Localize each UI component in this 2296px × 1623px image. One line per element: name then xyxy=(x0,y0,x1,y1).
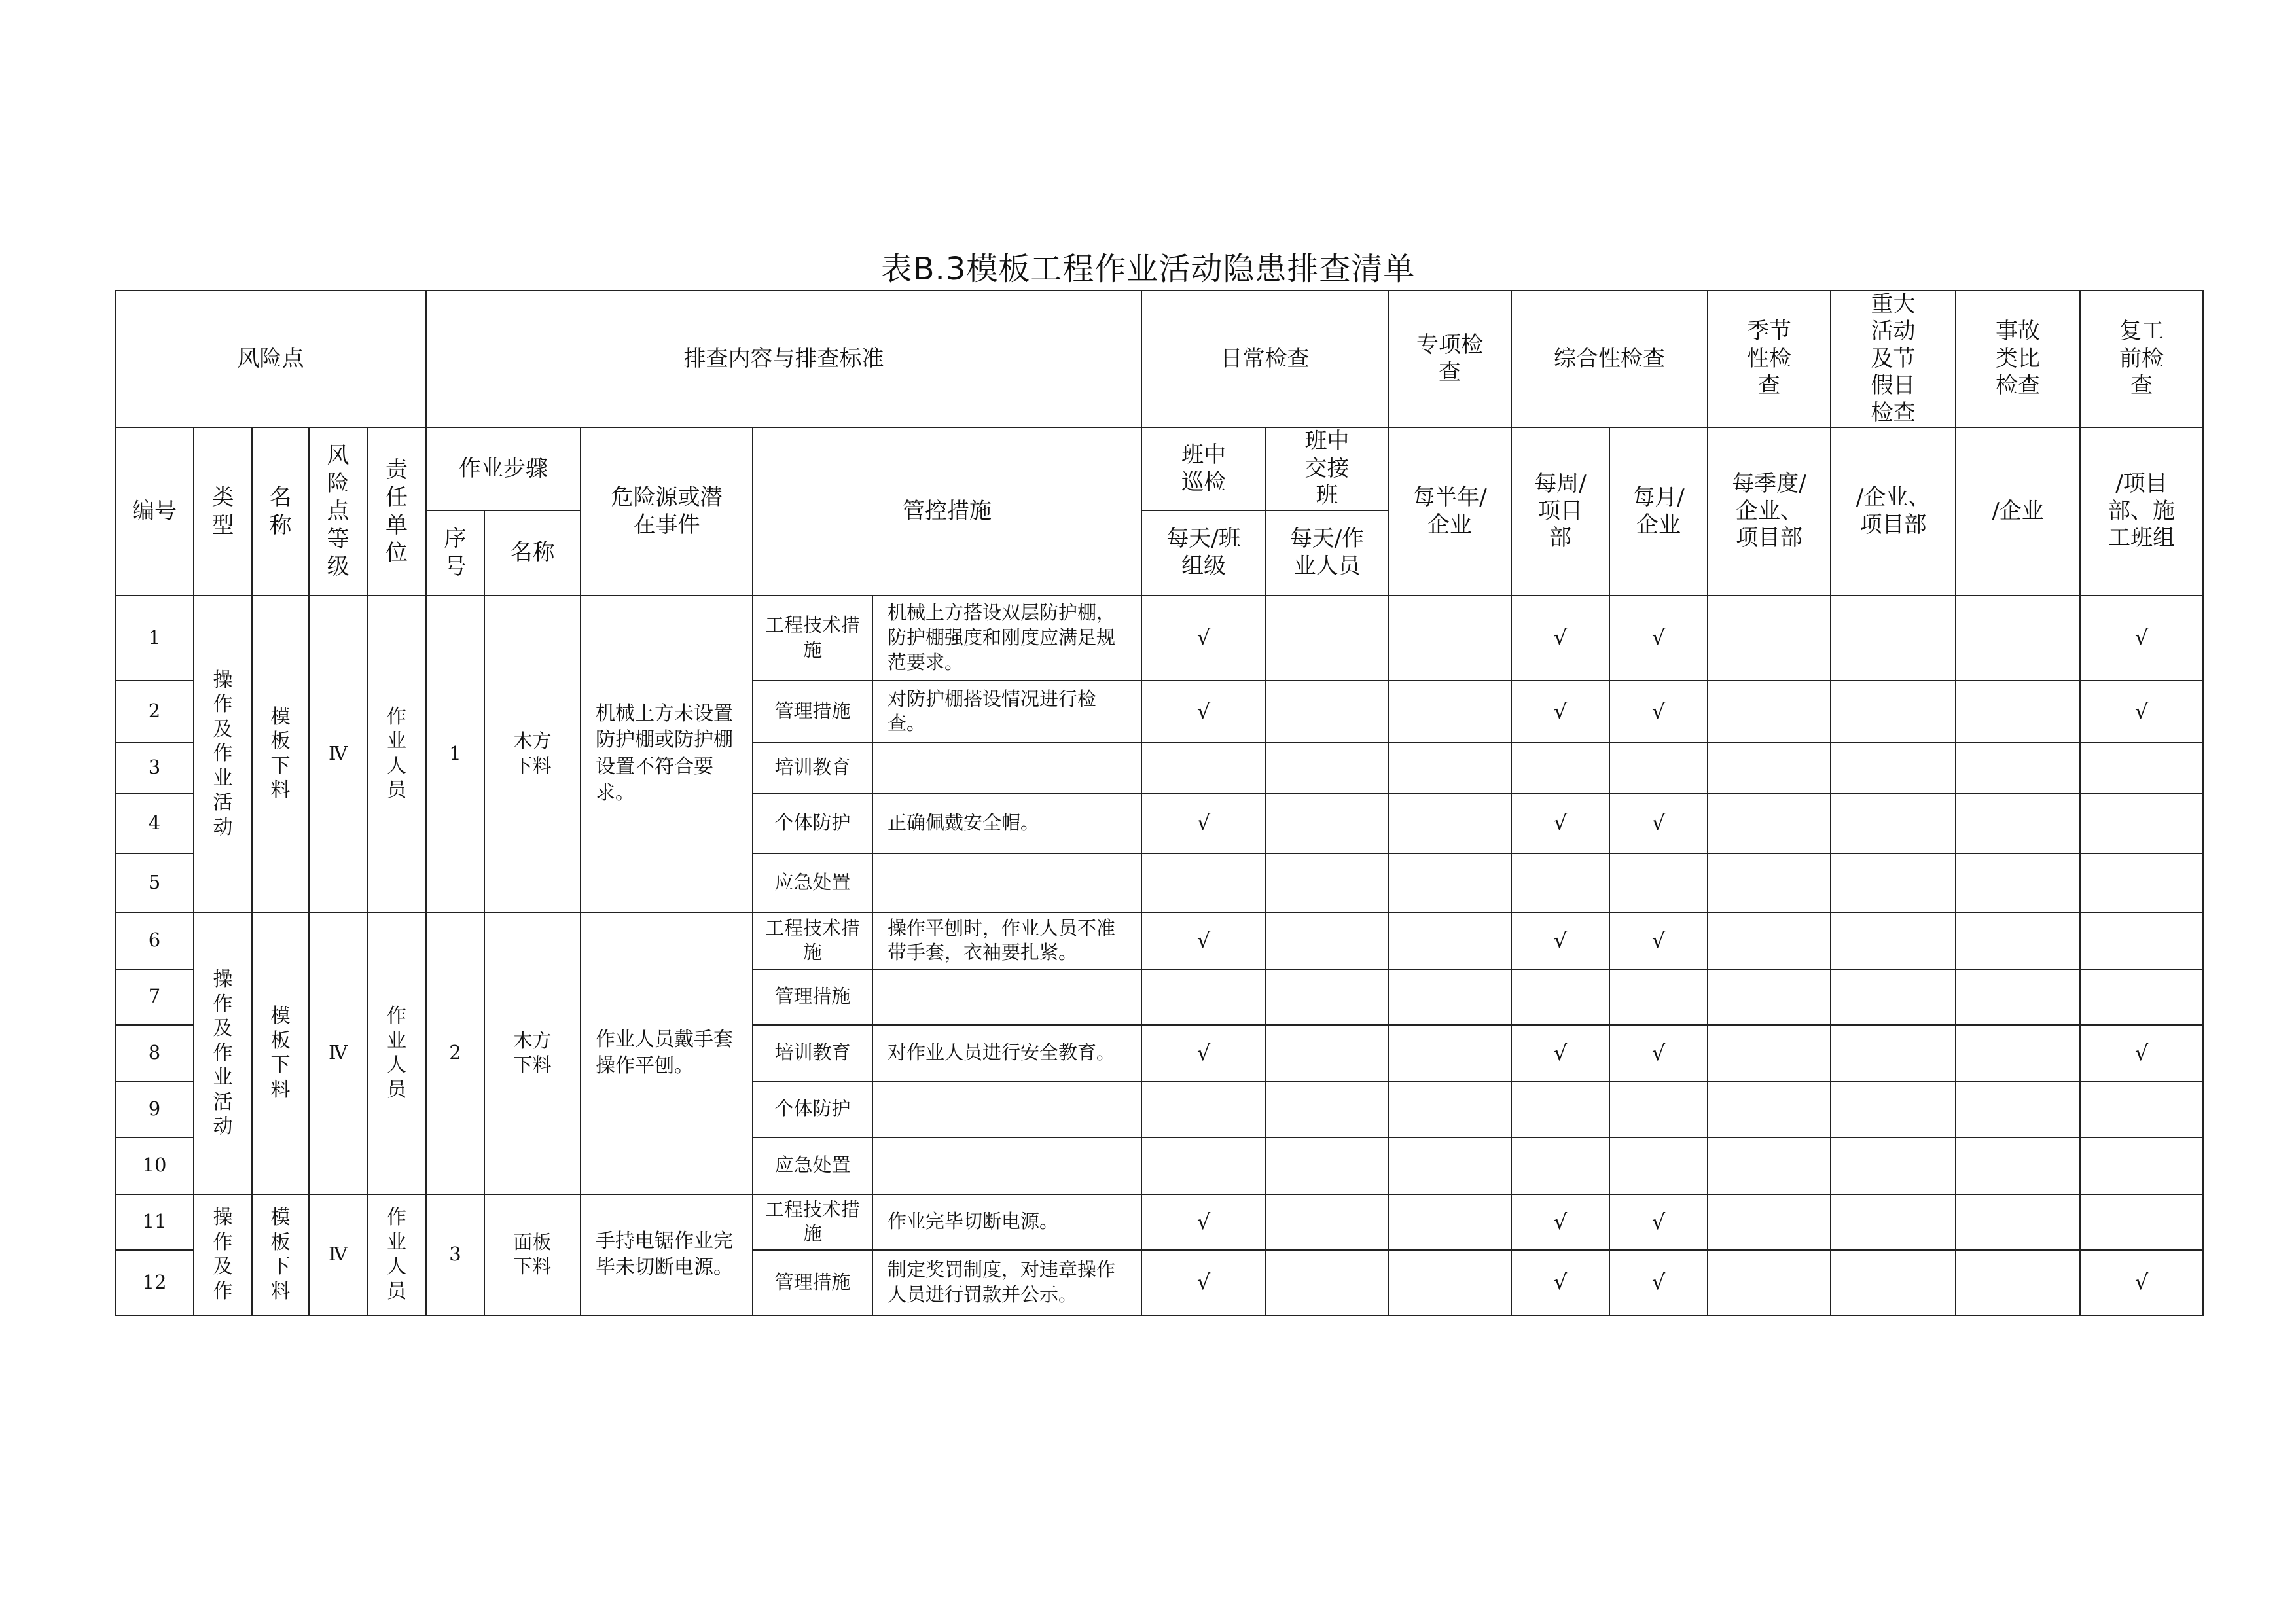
check-cell xyxy=(1708,969,1831,1025)
group-name: 模板下料 xyxy=(252,1194,309,1315)
check-cell xyxy=(1956,912,2080,969)
check-mark-icon: √ xyxy=(1196,1270,1211,1295)
table-row xyxy=(115,1194,2203,1250)
check-cell xyxy=(2080,1194,2203,1250)
check-cell xyxy=(1388,1194,1511,1250)
check-mark-icon: √ xyxy=(1651,1040,1666,1065)
check-mark-icon: √ xyxy=(2134,625,2149,651)
measure-description: 机械上方搭设双层防护棚，防护棚强度和刚度应满足规范要求。 xyxy=(872,596,1141,681)
check-cell xyxy=(1141,1137,1266,1194)
check-mark-icon: √ xyxy=(1553,810,1568,836)
check-cell xyxy=(1708,1250,1831,1315)
resumption-check-header: 复工前检查 xyxy=(2080,291,2203,427)
measure-category: 应急处置 xyxy=(753,853,872,912)
group-hazard: 机械上方未设置防护棚或防护棚设置不符合要求。 xyxy=(581,596,753,912)
group-unit: 作业人员 xyxy=(367,596,426,912)
check-cell xyxy=(1141,1194,1266,1250)
check-mark-icon: √ xyxy=(1196,1040,1211,1065)
check-cell xyxy=(1266,793,1388,853)
row-number: 7 xyxy=(115,969,194,1025)
work-steps-header: 作业步骤 xyxy=(426,427,581,510)
check-cell xyxy=(1388,1082,1511,1137)
check-cell xyxy=(1388,793,1511,853)
check-cell xyxy=(1708,1025,1831,1082)
check-cell xyxy=(2080,1025,2203,1082)
row-number: 8 xyxy=(115,1025,194,1082)
check-cell xyxy=(1609,1194,1708,1250)
check-cell xyxy=(1141,1082,1266,1137)
group-name: 模板下料 xyxy=(252,912,309,1194)
check-cell xyxy=(1831,912,1956,969)
check-mark-icon: √ xyxy=(1196,625,1211,651)
measure-description: 对作业人员进行安全教育。 xyxy=(872,1025,1141,1082)
measure-category: 培训教育 xyxy=(753,743,872,793)
type-header: 类型 xyxy=(194,427,252,595)
measure-description xyxy=(872,853,1141,912)
holiday-check-header: 重大活动及节假日检查 xyxy=(1831,291,1956,427)
check-cell xyxy=(1708,1194,1831,1250)
check-mark-icon: √ xyxy=(1651,698,1666,724)
measure-category: 管理措施 xyxy=(753,681,872,743)
step-name-header: 名称 xyxy=(484,510,581,596)
check-mark-icon: √ xyxy=(1196,927,1211,953)
check-mark-icon: √ xyxy=(1196,1209,1211,1234)
check-cell xyxy=(1388,969,1511,1025)
check-mark-icon: √ xyxy=(1651,625,1666,651)
check-cell xyxy=(1266,1194,1388,1250)
check-mark-icon: √ xyxy=(2134,698,2149,724)
page-title: 表B.3模板工程作业活动隐患排查清单 xyxy=(880,251,1416,287)
check-cell xyxy=(1141,681,1266,743)
check-cell xyxy=(1511,743,1609,793)
measure-category: 工程技术措施 xyxy=(753,596,872,681)
check-mark-icon: √ xyxy=(1553,927,1568,953)
check-cell xyxy=(1266,853,1388,912)
check-cell xyxy=(1956,681,2080,743)
check-mark-icon: √ xyxy=(1651,1209,1666,1234)
row-number: 3 xyxy=(115,743,194,793)
check-cell xyxy=(1388,1250,1511,1315)
risk-level-header: 风险点等级 xyxy=(309,427,367,595)
check-cell xyxy=(1831,969,1956,1025)
check-mark-icon: √ xyxy=(1196,810,1211,836)
comprehensive-check-header: 综合性检查 xyxy=(1511,291,1708,427)
check-cell xyxy=(1956,1250,2080,1315)
measure-description: 制定奖罚制度，对违章操作人员进行罚款并公示。 xyxy=(872,1250,1141,1315)
check-cell xyxy=(1831,743,1956,793)
check-cell xyxy=(1511,1194,1609,1250)
shift-handover-header: 班中交接班 xyxy=(1266,427,1388,510)
check-cell xyxy=(1388,1137,1511,1194)
check-cell xyxy=(1141,596,1266,681)
group-step-name: 木方下料 xyxy=(484,912,581,1194)
group-unit: 作业人员 xyxy=(367,912,426,1194)
measure-category: 个体防护 xyxy=(753,793,872,853)
group-step-name: 木方下料 xyxy=(484,596,581,912)
check-cell xyxy=(1511,793,1609,853)
row-number: 12 xyxy=(115,1250,194,1315)
check-cell xyxy=(1708,596,1831,681)
measure-description: 操作平刨时，作业人员不准带手套，衣袖要扎紧。 xyxy=(872,912,1141,969)
measure-category: 管理措施 xyxy=(753,1250,872,1315)
group-level: Ⅳ xyxy=(309,912,367,1194)
check-mark-icon: √ xyxy=(1553,1209,1568,1234)
check-cell xyxy=(1266,912,1388,969)
table-row xyxy=(115,912,2203,969)
check-cell xyxy=(1511,1250,1609,1315)
check-cell xyxy=(1609,681,1708,743)
check-cell xyxy=(1266,1250,1388,1315)
check-mark-icon: √ xyxy=(1196,698,1211,724)
special-check-header: 专项检查 xyxy=(1388,291,1511,427)
measure-category: 培训教育 xyxy=(753,1025,872,1082)
check-mark-icon: √ xyxy=(1651,810,1666,836)
seasonal-freq: 每季度/企业、项目部 xyxy=(1708,427,1831,595)
check-cell xyxy=(1388,681,1511,743)
check-cell xyxy=(1831,793,1956,853)
seasonal-check-header: 季节性检查 xyxy=(1708,291,1831,427)
row-number: 5 xyxy=(115,853,194,912)
table-row xyxy=(115,596,2203,681)
measure-category: 管理措施 xyxy=(753,969,872,1025)
check-cell xyxy=(1141,1250,1266,1315)
group-type: 操作及作业活动 xyxy=(194,596,252,912)
check-cell xyxy=(2080,1250,2203,1315)
check-cell xyxy=(1831,596,1956,681)
group-level: Ⅳ xyxy=(309,1194,367,1315)
measure-description xyxy=(872,1082,1141,1137)
check-cell xyxy=(1388,1025,1511,1082)
group-hazard: 手持电锯作业完毕未切断电源。 xyxy=(581,1194,753,1315)
check-mark-icon: √ xyxy=(1553,625,1568,651)
group-type: 操作及作业活动 xyxy=(194,912,252,1194)
check-cell xyxy=(1956,596,2080,681)
resumption-freq: /项目部、施工班组 xyxy=(2080,427,2203,595)
check-cell xyxy=(1956,793,2080,853)
measure-description: 对防护棚搭设情况进行检查。 xyxy=(872,681,1141,743)
measure-category: 应急处置 xyxy=(753,1137,872,1194)
measure-category: 工程技术措施 xyxy=(753,912,872,969)
check-cell xyxy=(1266,596,1388,681)
check-cell xyxy=(1956,1194,2080,1250)
check-cell xyxy=(1956,853,2080,912)
check-cell xyxy=(1141,743,1266,793)
number-header: 编号 xyxy=(115,427,194,595)
shift-patrol-header: 班中巡检 xyxy=(1141,427,1266,510)
check-cell xyxy=(1141,969,1266,1025)
measure-description xyxy=(872,1137,1141,1194)
check-cell xyxy=(1511,969,1609,1025)
check-cell xyxy=(1609,1250,1708,1315)
measure-description xyxy=(872,969,1141,1025)
check-cell xyxy=(1831,1137,1956,1194)
check-cell xyxy=(2080,912,2203,969)
group-step-no: 1 xyxy=(426,596,484,912)
check-cell xyxy=(1266,1137,1388,1194)
accident-check-header: 事故类比检查 xyxy=(1956,291,2080,427)
check-cell xyxy=(1609,853,1708,912)
measure-description: 正确佩戴安全帽。 xyxy=(872,793,1141,853)
step-seq-header: 序号 xyxy=(426,510,484,596)
check-cell xyxy=(1831,681,1956,743)
shift-handover-freq: 每天/作业人员 xyxy=(1266,510,1388,596)
check-cell xyxy=(1609,793,1708,853)
check-cell xyxy=(1388,596,1511,681)
control-measures-header: 管控措施 xyxy=(753,427,1141,595)
check-mark-icon: √ xyxy=(1553,1040,1568,1065)
check-cell xyxy=(1609,1025,1708,1082)
check-cell xyxy=(1266,681,1388,743)
hazard-header: 危险源或潜在事件 xyxy=(581,427,753,595)
check-cell xyxy=(1266,743,1388,793)
check-mark-icon: √ xyxy=(1553,1270,1568,1295)
table-body xyxy=(115,596,2203,1315)
check-cell xyxy=(1708,1082,1831,1137)
measure-description: 作业完毕切断电源。 xyxy=(872,1194,1141,1250)
group-step-no: 3 xyxy=(426,1194,484,1315)
check-cell xyxy=(2080,681,2203,743)
check-cell xyxy=(1511,1025,1609,1082)
check-cell xyxy=(1511,596,1609,681)
row-number: 9 xyxy=(115,1082,194,1137)
check-cell xyxy=(1266,969,1388,1025)
check-cell xyxy=(1511,1082,1609,1137)
measure-description xyxy=(872,743,1141,793)
group-level: Ⅳ xyxy=(309,596,367,912)
check-cell xyxy=(2080,1137,2203,1194)
check-cell xyxy=(1956,1082,2080,1137)
check-cell xyxy=(1831,853,1956,912)
check-cell xyxy=(1708,912,1831,969)
check-cell xyxy=(1956,1137,2080,1194)
check-cell xyxy=(1956,743,2080,793)
check-cell xyxy=(1511,1137,1609,1194)
risk-point-header: 风险点 xyxy=(115,291,426,427)
check-cell xyxy=(1609,1137,1708,1194)
group-step-no: 2 xyxy=(426,912,484,1194)
check-mark-icon: √ xyxy=(2134,1040,2149,1065)
name-header: 名称 xyxy=(252,427,309,595)
check-cell xyxy=(1511,853,1609,912)
check-cell xyxy=(1609,1082,1708,1137)
row-number: 11 xyxy=(115,1194,194,1250)
daily-check-header: 日常检查 xyxy=(1141,291,1388,427)
group-hazard: 作业人员戴手套操作平刨。 xyxy=(581,912,753,1194)
accident-freq: /企业 xyxy=(1956,427,2080,595)
special-freq: 每半年/企业 xyxy=(1388,427,1511,595)
check-cell xyxy=(1609,912,1708,969)
measure-category: 个体防护 xyxy=(753,1082,872,1137)
group-name: 模板下料 xyxy=(252,596,309,912)
row-number: 10 xyxy=(115,1137,194,1194)
group-type: 操作及作 xyxy=(194,1194,252,1315)
check-cell xyxy=(1708,1137,1831,1194)
row-number: 4 xyxy=(115,793,194,853)
check-cell xyxy=(1708,743,1831,793)
check-cell xyxy=(2080,793,2203,853)
check-cell xyxy=(1388,912,1511,969)
check-cell xyxy=(1609,969,1708,1025)
shift-patrol-freq: 每天/班组级 xyxy=(1141,510,1266,596)
check-cell xyxy=(1388,853,1511,912)
check-cell xyxy=(2080,743,2203,793)
check-cell xyxy=(1708,853,1831,912)
check-cell xyxy=(2080,1082,2203,1137)
measure-category: 工程技术措施 xyxy=(753,1194,872,1250)
monthly-freq: 每月/企业 xyxy=(1609,427,1708,595)
check-cell xyxy=(2080,853,2203,912)
check-mark-icon: √ xyxy=(2134,1270,2149,1295)
check-mark-icon: √ xyxy=(1651,927,1666,953)
group-unit: 作业人员 xyxy=(367,1194,426,1315)
hazard-checklist-table xyxy=(115,290,2204,1316)
check-cell xyxy=(1266,1025,1388,1082)
weekly-freq: 每周/项目部 xyxy=(1511,427,1609,595)
check-cell xyxy=(1388,743,1511,793)
responsible-unit-header: 责任单位 xyxy=(367,427,426,595)
check-cell xyxy=(1831,1025,1956,1082)
check-cell xyxy=(1141,853,1266,912)
check-content-header: 排查内容与排查标准 xyxy=(426,291,1141,427)
check-cell xyxy=(1956,1025,2080,1082)
row-number: 6 xyxy=(115,912,194,969)
holiday-freq: /企业、项目部 xyxy=(1831,427,1956,595)
group-step-name: 面板下料 xyxy=(484,1194,581,1315)
check-cell xyxy=(1266,1082,1388,1137)
check-mark-icon: √ xyxy=(1553,698,1568,724)
check-cell xyxy=(1831,1082,1956,1137)
check-cell xyxy=(1511,912,1609,969)
check-cell xyxy=(1511,681,1609,743)
row-number: 1 xyxy=(115,596,194,681)
check-cell xyxy=(1141,1025,1266,1082)
check-cell xyxy=(2080,969,2203,1025)
check-cell xyxy=(1831,1194,1956,1250)
check-cell xyxy=(1609,596,1708,681)
check-cell xyxy=(1708,681,1831,743)
check-cell xyxy=(1141,912,1266,969)
check-cell xyxy=(1141,793,1266,853)
check-cell xyxy=(2080,596,2203,681)
check-cell xyxy=(1956,969,2080,1025)
row-number: 2 xyxy=(115,681,194,743)
check-cell xyxy=(1609,743,1708,793)
check-mark-icon: √ xyxy=(1651,1270,1666,1295)
check-cell xyxy=(1708,793,1831,853)
check-cell xyxy=(1831,1250,1956,1315)
